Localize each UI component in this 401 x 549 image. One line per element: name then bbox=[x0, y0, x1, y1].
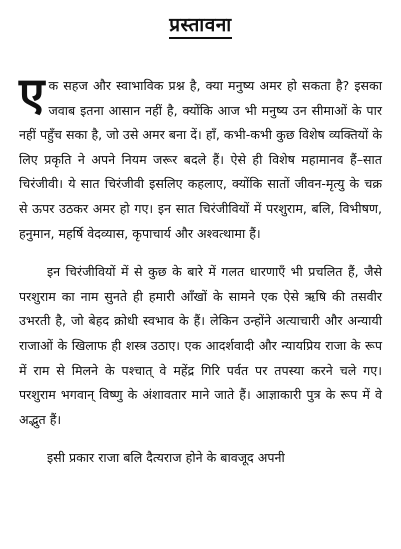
paragraph-1-text: क सहज और स्वाभाविक प्रश्न है, क्या मनुष्य अमर हो सकता है? इसका जवाब इतना आसान नहीं है, क्योंकि आज भी मनुष्य उन सीमाओं के पार नहीं पहुँच सका है, जो उसे अमर बना दें। हाँ, कभी-कभी कुछ विशेष व्यक्तियों के लिए प्रकृति ने अपने नियम जरूर बदले हैं। ऐसे ही विशेष महामानव हैं–सात चिरंजीवी। ये सात चिरंजीवी इसलिए कहलाए, क्योंकि सातों जीवन-मृत्यु के चक्र से ऊपर उठकर अमर हो गए। इन सात चिरंजीवियों में परशुराम, बलि, विभीषण, हनुमान, महर्षि वेदव्यास, कृपाचार्य और अश्वत्थामा हैं। bbox=[19, 78, 382, 241]
paragraph-1 bbox=[19, 67, 382, 246]
paragraph-2: इन चिरंजीवियों में से कुछ के बारे में गलत धारणाएँ भी प्रचलित हैं, जैसे परशुराम का नाम सुनते ही हमारी आँखों के सामने एक ऐसे ऋषि की तसवीर उभरती है, जो बेहद क्रोधी स्वभाव के हैं। लेकिन उन्होंने अत्याचारी और अन्यायी राजाओं के खिलाफ ही शस्त्र उठाए। एक आदर्शवादी और न्यायप्रिय राजा के रूप में राम से मिलने के पश्चात् वे महेंद्र गिरि पर्वत पर तपस्या करने चले गए। परशुराम भगवान् विष्णु के अंशावतार माने जाते हैं। आज्ञाकारी पुत्र के रूप में वे अद्भुत हैं। bbox=[19, 264, 382, 427]
paragraph-3: इसी प्रकार राजा बलि दैत्यराज होने के बावजूद अपनी bbox=[47, 450, 285, 466]
page-title-text: प्रस्तावना bbox=[169, 14, 231, 39]
drop-cap: ए bbox=[19, 67, 45, 121]
page-title bbox=[19, 10, 382, 40]
